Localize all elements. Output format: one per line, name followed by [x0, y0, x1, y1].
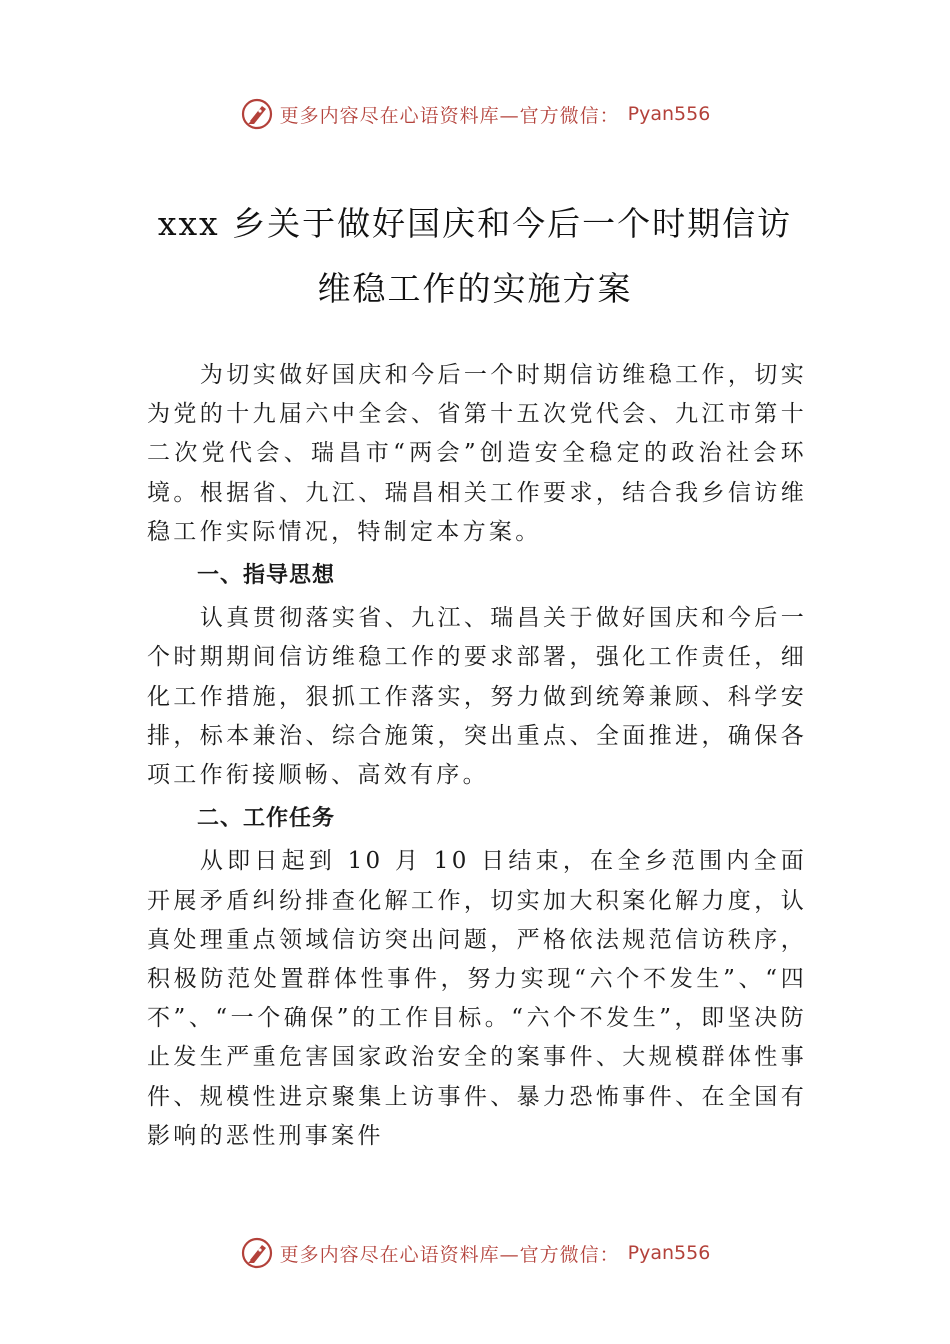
- section-heading-work-tasks: 二、工作任务: [197, 806, 336, 832]
- guiding-ideology-paragraph: 认真贯彻落实省、九江、瑞昌关于做好国庆和今后一个时期期间信访维稳工作的要求部署，强化工作责任，细化工作措施，狠抓工作落实，努力做到统筹兼顾、科学安排，标本兼治、综合施策，突出重点、全面推进，确保各项工作衔接顺畅、高效有序。: [147, 605, 807, 789]
- document-title-line-1: xxx 乡关于做好国庆和今后一个时期信访: [157, 204, 793, 243]
- watermark-wechat-id: Pyan556: [627, 1242, 711, 1264]
- header-watermark-banner: [0, 94, 950, 134]
- watermark-text: 更多内容尽在心语资料库—官方微信：: [279, 104, 620, 127]
- fountain-pen-circle-logo-icon: [240, 97, 274, 131]
- work-tasks-paragraph: 从即日起到 10 月 10 日结束，在全乡范围内全面开展矛盾纠纷排查化解工作，切实加大积案化解力度，认真处理重点领域信访突出问题，严格依法规范信访秩序，积极防范处置群体性事件，努力实现“六个不发生”、“四不”、“一个确保”的工作目标。“六个不发生”，即坚决防止发生严重危害国家政治安全的案事件、大规模群体性事件、规模性进京聚集上访事件、暴力恐怖事件、在全国有影响的恶性刑事案件: [147, 848, 807, 1149]
- document-body: [147, 356, 807, 1156]
- watermark-text: 更多内容尽在心语资料库—官方微信：: [279, 1243, 620, 1266]
- fountain-pen-circle-logo-icon: [240, 1236, 274, 1270]
- footer-watermark-banner: [0, 1233, 950, 1273]
- section-heading-guiding-ideology: 一、指导思想: [197, 563, 336, 589]
- watermark-wechat-id: Pyan556: [627, 103, 711, 125]
- document-title-line-2: 维稳工作的实施方案: [317, 269, 633, 308]
- intro-paragraph: 为切实做好国庆和今后一个时期信访维稳工作，切实为党的十九届六中全会、省第十五次党代会、九江市第十二次党代会、瑞昌市“两会”创造安全稳定的政治社会环境。根据省、九江、瑞昌相关工作要求，结合我乡信访维稳工作实际情况，特制定本方案。: [147, 362, 807, 545]
